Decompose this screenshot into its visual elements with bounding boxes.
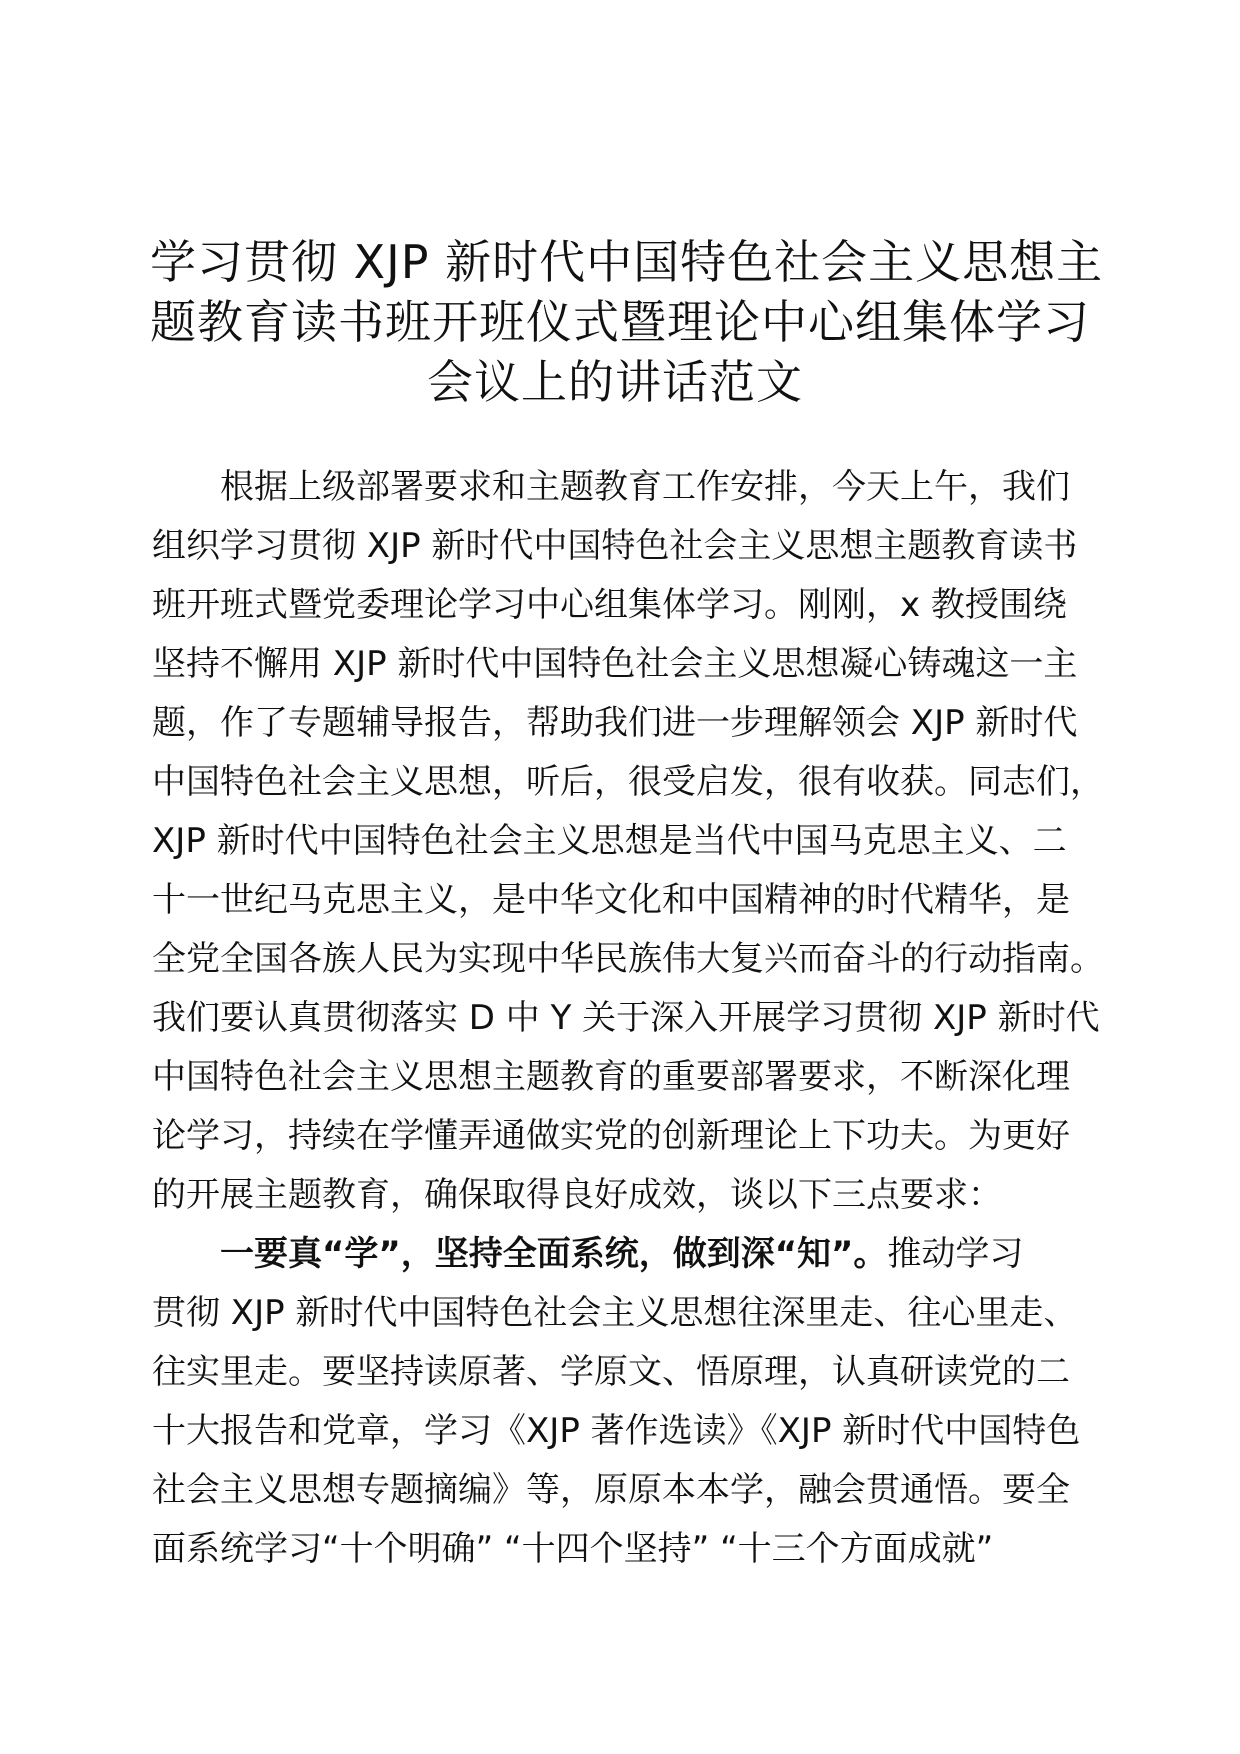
text-line: 我们要认真贯彻落实 D 中 Y 关于深入开展学习贯彻 XJP 新时代 bbox=[152, 998, 1100, 1038]
text-line: 全党全国各族人民为实现中华民族伟大复兴而奋斗的行动指南。 bbox=[152, 939, 1104, 979]
document-body bbox=[152, 458, 1102, 1579]
text-line: 题，作了专题辅导报告，帮助我们进一步理解领会 XJP 新时代 bbox=[152, 703, 1078, 743]
text-line: 中国特色社会主义思想，听后，很受启发，很有收获。同志们， bbox=[152, 762, 1104, 802]
paragraph-intro bbox=[152, 458, 1102, 1225]
text-line: 根据上级部署要求和主题教育工作安排，今天上午，我们 bbox=[220, 467, 1070, 507]
text-line: 组织学习贯彻 XJP 新时代中国特色社会主义思想主题教育读书 bbox=[152, 526, 1078, 566]
text-line: 班开班式暨党委理论学习中心组集体学习。刚刚，x 教授围绕 bbox=[152, 585, 1067, 625]
document-title bbox=[150, 232, 1104, 412]
text-line: 面系统学习“十个明确” “十四个坚持” “十三个方面成就” bbox=[152, 1529, 994, 1569]
text-line: 论学习，持续在学懂弄通做实党的创新理论上下功夫。为更好 bbox=[152, 1116, 1070, 1156]
text-line: 十大报告和党章，学习《XJP 著作选读》《XJP 新时代中国特色 bbox=[152, 1411, 1081, 1451]
title-line: 题教育读书班开班仪式暨理论中心组集体学习 bbox=[150, 295, 1090, 349]
text-line: 贯彻 XJP 新时代中国特色社会主义思想往深里走、往心里走、 bbox=[152, 1293, 1078, 1333]
title-line: 学习贯彻 XJP 新时代中国特色社会主义思想主 bbox=[150, 235, 1104, 289]
text-line bbox=[152, 1225, 1102, 1284]
text-line: 的开展主题教育，确保取得良好成效，谈以下三点要求： bbox=[152, 1175, 1002, 1215]
text-line: XJP 新时代中国特色社会主义思想是当代中国马克思主义、二 bbox=[152, 821, 1067, 861]
text-line: 中国特色社会主义思想主题教育的重要部署要求，不断深化理 bbox=[152, 1057, 1070, 1097]
paragraph-point-one bbox=[152, 1225, 1102, 1579]
text-run: 推动学习 bbox=[887, 1234, 1024, 1274]
text-line: 坚持不懈用 XJP 新时代中国特色社会主义思想凝心铸魂这一主 bbox=[152, 644, 1078, 684]
text-line: 十一世纪马克思主义，是中华文化和中国精神的时代精华，是 bbox=[152, 880, 1070, 920]
title-line: 会议上的讲话范文 bbox=[427, 355, 803, 409]
text-line: 往实里走。要坚持读原著、学原文、悟原理，认真研读党的二 bbox=[152, 1352, 1070, 1392]
text-line: 社会主义思想专题摘编》等，原原本本学，融会贯通悟。要全 bbox=[152, 1470, 1070, 1510]
section-heading: 一要真“学”，坚持全面系统，做到深“知”。 bbox=[220, 1234, 888, 1274]
